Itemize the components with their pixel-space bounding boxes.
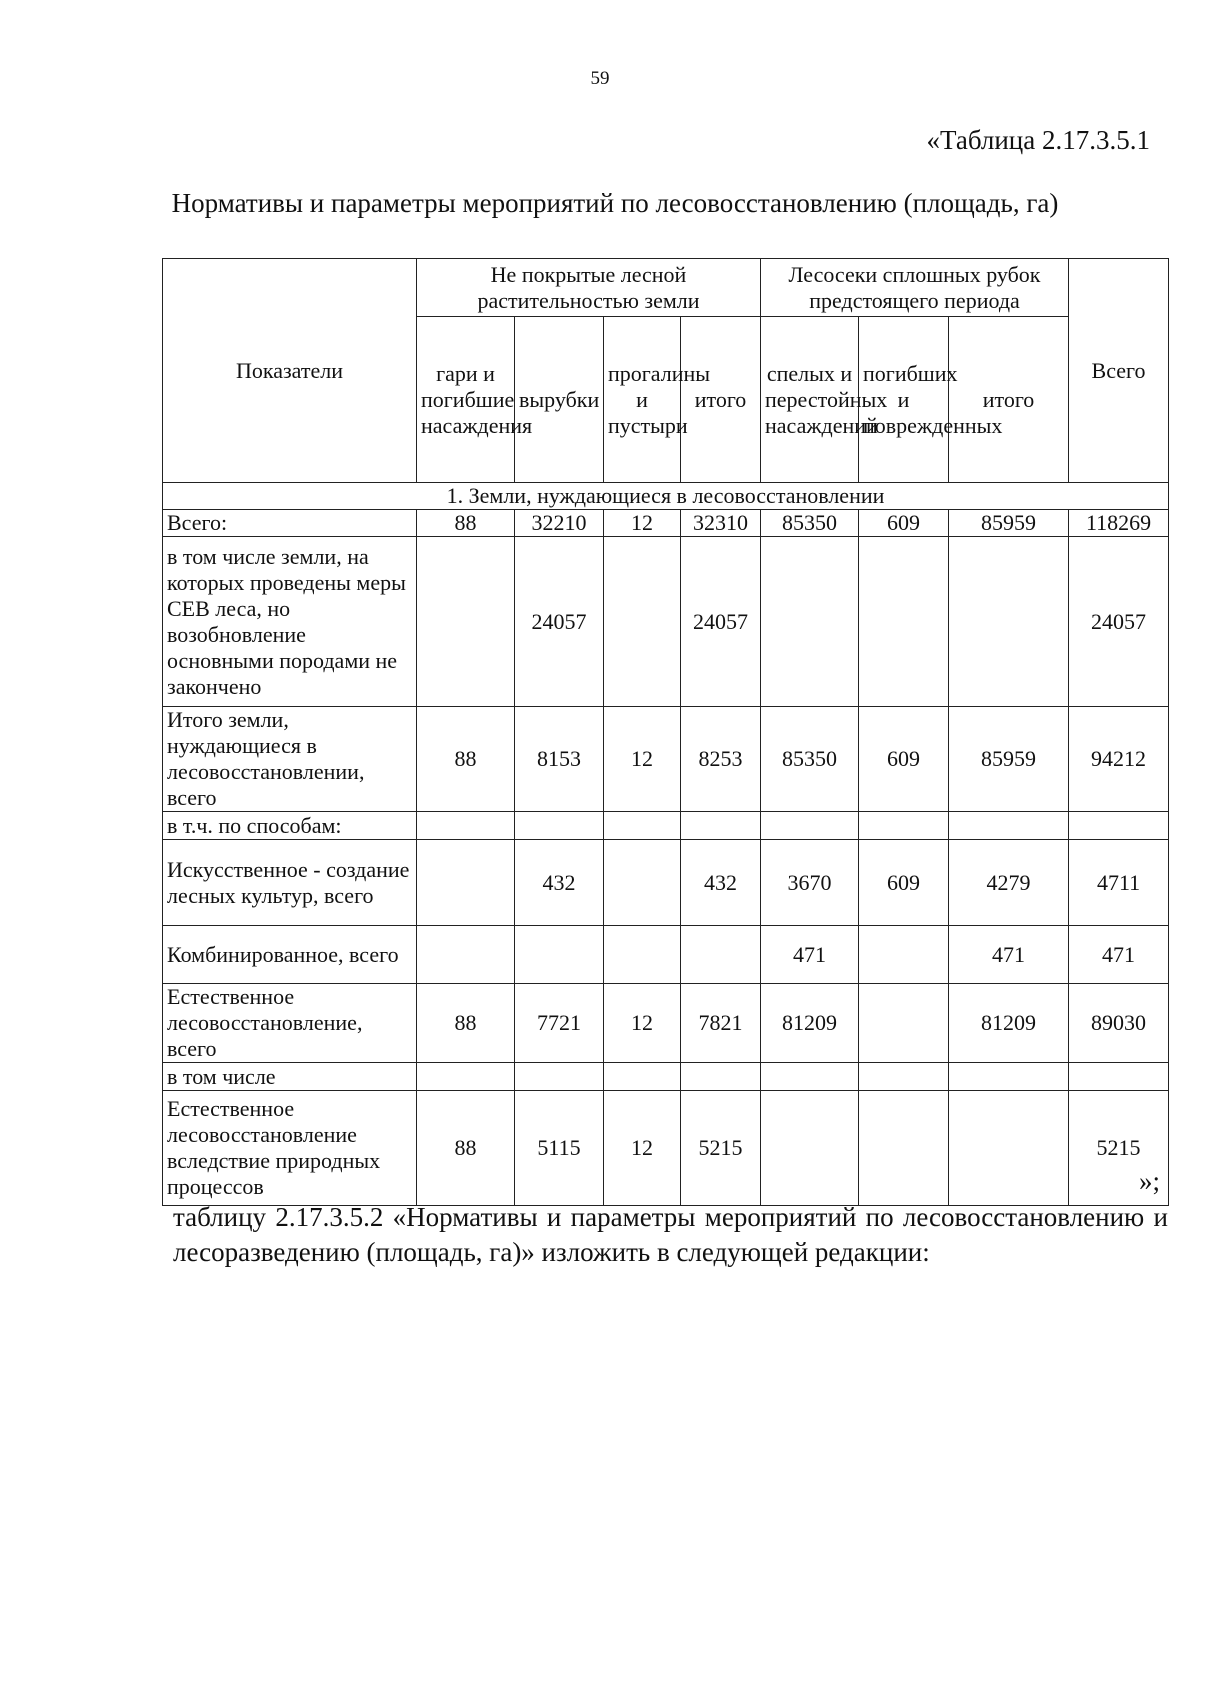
table-cell: 609 (859, 707, 949, 812)
row-label: в том числе (163, 1063, 417, 1091)
table-cell: 4279 (949, 840, 1069, 926)
table-cell: 12 (604, 984, 681, 1063)
table-row (163, 812, 1169, 840)
table-cell: 12 (604, 707, 681, 812)
row-label: в том числе земли, на которых проведены меры СЕВ леса, но возобновление основными породами не закончено (163, 537, 417, 707)
table-cell (681, 812, 761, 840)
row-label: Естественное лесовосстановление вследствие природных процессов (163, 1091, 417, 1206)
table-cell (859, 1091, 949, 1206)
table-cell: 85350 (761, 510, 859, 537)
table-cell (604, 840, 681, 926)
header-group-clear-cut-areas: Лесосеки сплошных рубок предстоящего периода (761, 259, 1069, 317)
table-cell (949, 1091, 1069, 1206)
header-dead-damaged: погибших и поврежденных (859, 317, 949, 483)
table-cell (761, 812, 859, 840)
table-cell (604, 926, 681, 984)
table-cell: 89030 (1069, 984, 1169, 1063)
table-cell (604, 537, 681, 707)
table-cell: 8253 (681, 707, 761, 812)
table-cell (515, 926, 604, 984)
row-label: в т.ч. по способам: (163, 812, 417, 840)
header-group-unforested-land: Не покрытые лесной растительностью земли (417, 259, 761, 317)
table-cell: 8153 (515, 707, 604, 812)
table-row (163, 510, 1169, 537)
table-cell: 12 (604, 1091, 681, 1206)
header-subtotal-clear-cuts: итого (949, 317, 1069, 483)
table-cell: 85959 (949, 510, 1069, 537)
table-cell: 5115 (515, 1091, 604, 1206)
table-cell (859, 537, 949, 707)
table-row (163, 537, 1169, 707)
table-cell (1069, 812, 1169, 840)
table-cell (859, 1063, 949, 1091)
table-cell (681, 926, 761, 984)
table-cell (859, 984, 949, 1063)
table-cell: 24057 (681, 537, 761, 707)
table-cell (604, 812, 681, 840)
table-cell: 4711 (1069, 840, 1169, 926)
table-cell (761, 1063, 859, 1091)
table-row (163, 840, 1169, 926)
table-cell: 24057 (1069, 537, 1169, 707)
row-label: Всего: (163, 510, 417, 537)
table-cell (1069, 1063, 1169, 1091)
table-row (163, 1091, 1169, 1206)
page-number: 59 (590, 68, 610, 89)
table-cell (417, 926, 515, 984)
table-row (163, 926, 1169, 984)
table-row (163, 707, 1169, 812)
table-cell: 7821 (681, 984, 761, 1063)
table-cell: 32210 (515, 510, 604, 537)
table-cell (515, 812, 604, 840)
header-total: Всего (1069, 259, 1169, 483)
table-cell (949, 812, 1069, 840)
body-paragraph: таблицу 2.17.3.5.2 «Нормативы и параметры мероприятий по лесовосстановлению и лесоразведению (площадь, га)» изложить в следующей редакции: (173, 1202, 1168, 1267)
header-glades-wastelands: прогалины и пустыри (604, 317, 681, 483)
table-cell (761, 1091, 859, 1206)
header-clearings: вырубки (515, 317, 604, 483)
closing-quote-mark: »; (1138, 1166, 1160, 1196)
table-cell (949, 1063, 1069, 1091)
table-cell: 5215 (681, 1091, 761, 1206)
header-subtotal-unforested: итого (681, 317, 761, 483)
table-cell: 471 (949, 926, 1069, 984)
header-mature-overmature-stands: спелых и перестойных насаждений (761, 317, 859, 483)
row-label: Комбинированное, всего (163, 926, 417, 984)
table-cell: 118269 (1069, 510, 1169, 537)
table-row (163, 1063, 1169, 1091)
table-cell: 88 (417, 707, 515, 812)
table-cell (417, 840, 515, 926)
table-caption: «Таблица 2.17.3.5.1 (926, 125, 1150, 155)
table-cell: 88 (417, 510, 515, 537)
table-row (163, 984, 1169, 1063)
table-cell: 12 (604, 510, 681, 537)
table-cell: 3670 (761, 840, 859, 926)
table-cell (515, 1063, 604, 1091)
table-cell: 85350 (761, 707, 859, 812)
table-cell: 432 (515, 840, 604, 926)
table-cell (859, 812, 949, 840)
row-label: Искусственное - создание лесных культур, всего (163, 840, 417, 926)
section-heading: 1. Земли, нуждающиеся в лесовосстановлении (163, 483, 1169, 510)
table-cell (604, 1063, 681, 1091)
table-cell: 7721 (515, 984, 604, 1063)
table-cell: 432 (681, 840, 761, 926)
table-cell: 609 (859, 840, 949, 926)
table-cell (681, 1063, 761, 1091)
table-cell (417, 537, 515, 707)
table-title: Нормативы и параметры мероприятий по лесовосстановлению (площадь, га) (171, 188, 1059, 218)
header-burned-dead-stands: гари и погибшие насаждения (417, 317, 515, 483)
table-cell: 609 (859, 510, 949, 537)
table-cell (417, 1063, 515, 1091)
table-cell: 471 (1069, 926, 1169, 984)
table-cell: 24057 (515, 537, 604, 707)
table-cell (949, 537, 1069, 707)
table-cell: 94212 (1069, 707, 1169, 812)
header-indicators: Показатели (163, 259, 417, 483)
table-cell: 5215 (1069, 1091, 1169, 1206)
table-cell: 81209 (949, 984, 1069, 1063)
table-cell (417, 812, 515, 840)
table-cell: 88 (417, 1091, 515, 1206)
table-cell: 32310 (681, 510, 761, 537)
table-cell (761, 537, 859, 707)
forest-restoration-table (162, 258, 1169, 1206)
row-label: Естественное лесовосстановление, всего (163, 984, 417, 1063)
table-cell: 88 (417, 984, 515, 1063)
table-cell: 85959 (949, 707, 1069, 812)
table-cell (859, 926, 949, 984)
table-cell: 81209 (761, 984, 859, 1063)
table-cell: 471 (761, 926, 859, 984)
row-label: Итого земли, нуждающиеся в лесовосстановлении, всего (163, 707, 417, 812)
